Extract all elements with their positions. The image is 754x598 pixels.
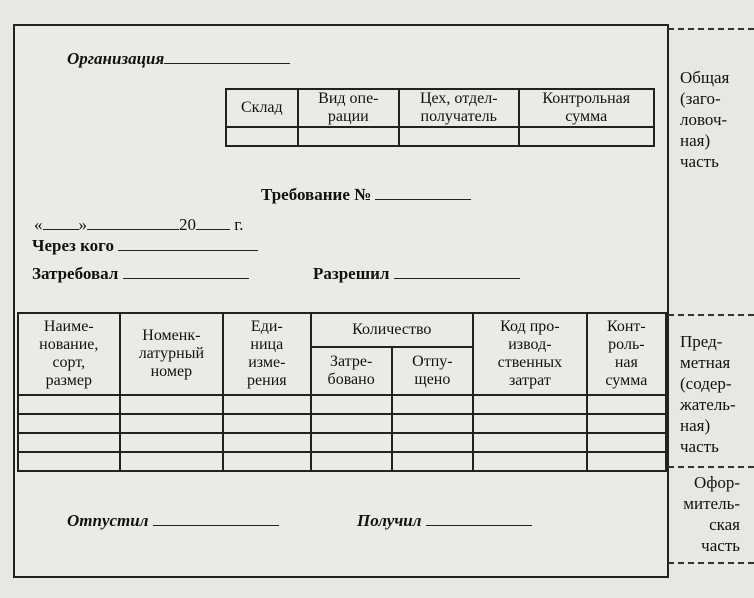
received-by-row — [357, 508, 532, 531]
organization-row — [67, 46, 290, 69]
header-cell[interactable] — [298, 127, 399, 146]
item-cell[interactable] — [473, 395, 587, 414]
item-cell[interactable] — [120, 433, 224, 452]
table-row — [18, 452, 666, 471]
header-cell[interactable] — [399, 127, 519, 146]
item-cell[interactable] — [392, 433, 473, 452]
date-close-quote: » — [78, 215, 87, 234]
col-quantity-header: Количество — [311, 313, 474, 347]
side-label-closing-part: Офор- митель- ская часть — [683, 473, 740, 555]
divider-top — [668, 28, 754, 30]
item-cell[interactable] — [392, 395, 473, 414]
item-cell[interactable] — [223, 414, 310, 433]
item-cell[interactable] — [311, 433, 392, 452]
item-cell[interactable] — [587, 395, 666, 414]
item-cell[interactable] — [120, 452, 224, 471]
item-cell[interactable] — [392, 452, 473, 471]
organization-label: Организация — [67, 49, 165, 68]
request-number-field[interactable] — [375, 182, 471, 200]
item-cell[interactable] — [587, 433, 666, 452]
date-year-field[interactable] — [196, 212, 230, 230]
through-whom-label: Через кого — [32, 236, 114, 255]
requisition-form — [13, 24, 669, 578]
item-cell[interactable] — [392, 414, 473, 433]
header-col-operation: Вид опе- рации — [298, 89, 399, 127]
table-row — [18, 414, 666, 433]
date-year-suffix: г. — [234, 215, 244, 234]
item-cell[interactable] — [18, 414, 120, 433]
item-cell[interactable] — [18, 452, 120, 471]
col-nomenclature-header: Номенк- латурный номер — [120, 313, 224, 395]
items-table — [17, 312, 667, 472]
item-cell[interactable] — [473, 452, 587, 471]
item-cell[interactable] — [18, 433, 120, 452]
divider-subject-closing — [668, 466, 754, 468]
item-cell[interactable] — [223, 395, 310, 414]
col-requested-header: Затре- бовано — [311, 347, 392, 395]
item-cell[interactable] — [120, 414, 224, 433]
header-table — [225, 88, 655, 147]
header-cell[interactable] — [519, 127, 655, 146]
received-by-field[interactable] — [426, 508, 532, 526]
col-name-header: Наиме- нование, сорт, размер — [18, 313, 120, 395]
received-by-label: Получил — [357, 511, 422, 530]
col-released-header: Отпу- щено — [392, 347, 473, 395]
header-col-warehouse: Склад — [226, 89, 298, 127]
item-cell[interactable] — [311, 414, 392, 433]
item-cell[interactable] — [311, 452, 392, 471]
released-by-field[interactable] — [153, 508, 279, 526]
table-row — [18, 395, 666, 414]
item-cell[interactable] — [223, 452, 310, 471]
col-cost-code-header: Код про- извод- ственных затрат — [473, 313, 587, 395]
divider-bottom — [668, 562, 754, 564]
date-day-field[interactable] — [43, 212, 79, 230]
through-whom-row — [32, 233, 258, 256]
header-col-checksum: Контрольная сумма — [519, 89, 655, 127]
request-label: Требование № — [261, 185, 372, 204]
date-row — [34, 212, 244, 235]
col-unit-header: Еди- ница изме- рения — [223, 313, 310, 395]
organization-field[interactable] — [164, 46, 290, 64]
side-label-header-part: Общая (заго- ловоч- ная) часть — [680, 68, 730, 171]
item-cell[interactable] — [311, 395, 392, 414]
header-cell[interactable] — [226, 127, 298, 146]
table-row — [18, 433, 666, 452]
item-cell[interactable] — [223, 433, 310, 452]
side-label-subject-part: Пред- метная (содер- жатель- ная) часть — [680, 332, 736, 456]
requested-by-field[interactable] — [123, 261, 249, 279]
item-cell[interactable] — [587, 414, 666, 433]
item-cell[interactable] — [587, 452, 666, 471]
date-open-quote: « — [34, 215, 43, 234]
requested-by-label: Затребовал — [32, 264, 119, 283]
header-col-department: Цех, отдел- получатель — [399, 89, 519, 127]
permitted-by-label: Разрешил — [313, 264, 390, 283]
date-month-field[interactable] — [87, 212, 179, 230]
item-cell[interactable] — [120, 395, 224, 414]
item-cell[interactable] — [473, 414, 587, 433]
item-cell[interactable] — [18, 395, 120, 414]
request-number-row — [261, 182, 471, 205]
requested-by-row — [32, 261, 249, 284]
released-by-row — [67, 508, 279, 531]
item-cell[interactable] — [473, 433, 587, 452]
released-by-label: Отпустил — [67, 511, 149, 530]
through-whom-field[interactable] — [118, 233, 258, 251]
col-checksum-header: Конт- роль- ная сумма — [587, 313, 666, 395]
permitted-by-field[interactable] — [394, 261, 520, 279]
permitted-by-row — [313, 261, 520, 284]
divider-header-subject — [668, 314, 754, 316]
date-year-prefix: 20 — [179, 215, 196, 234]
